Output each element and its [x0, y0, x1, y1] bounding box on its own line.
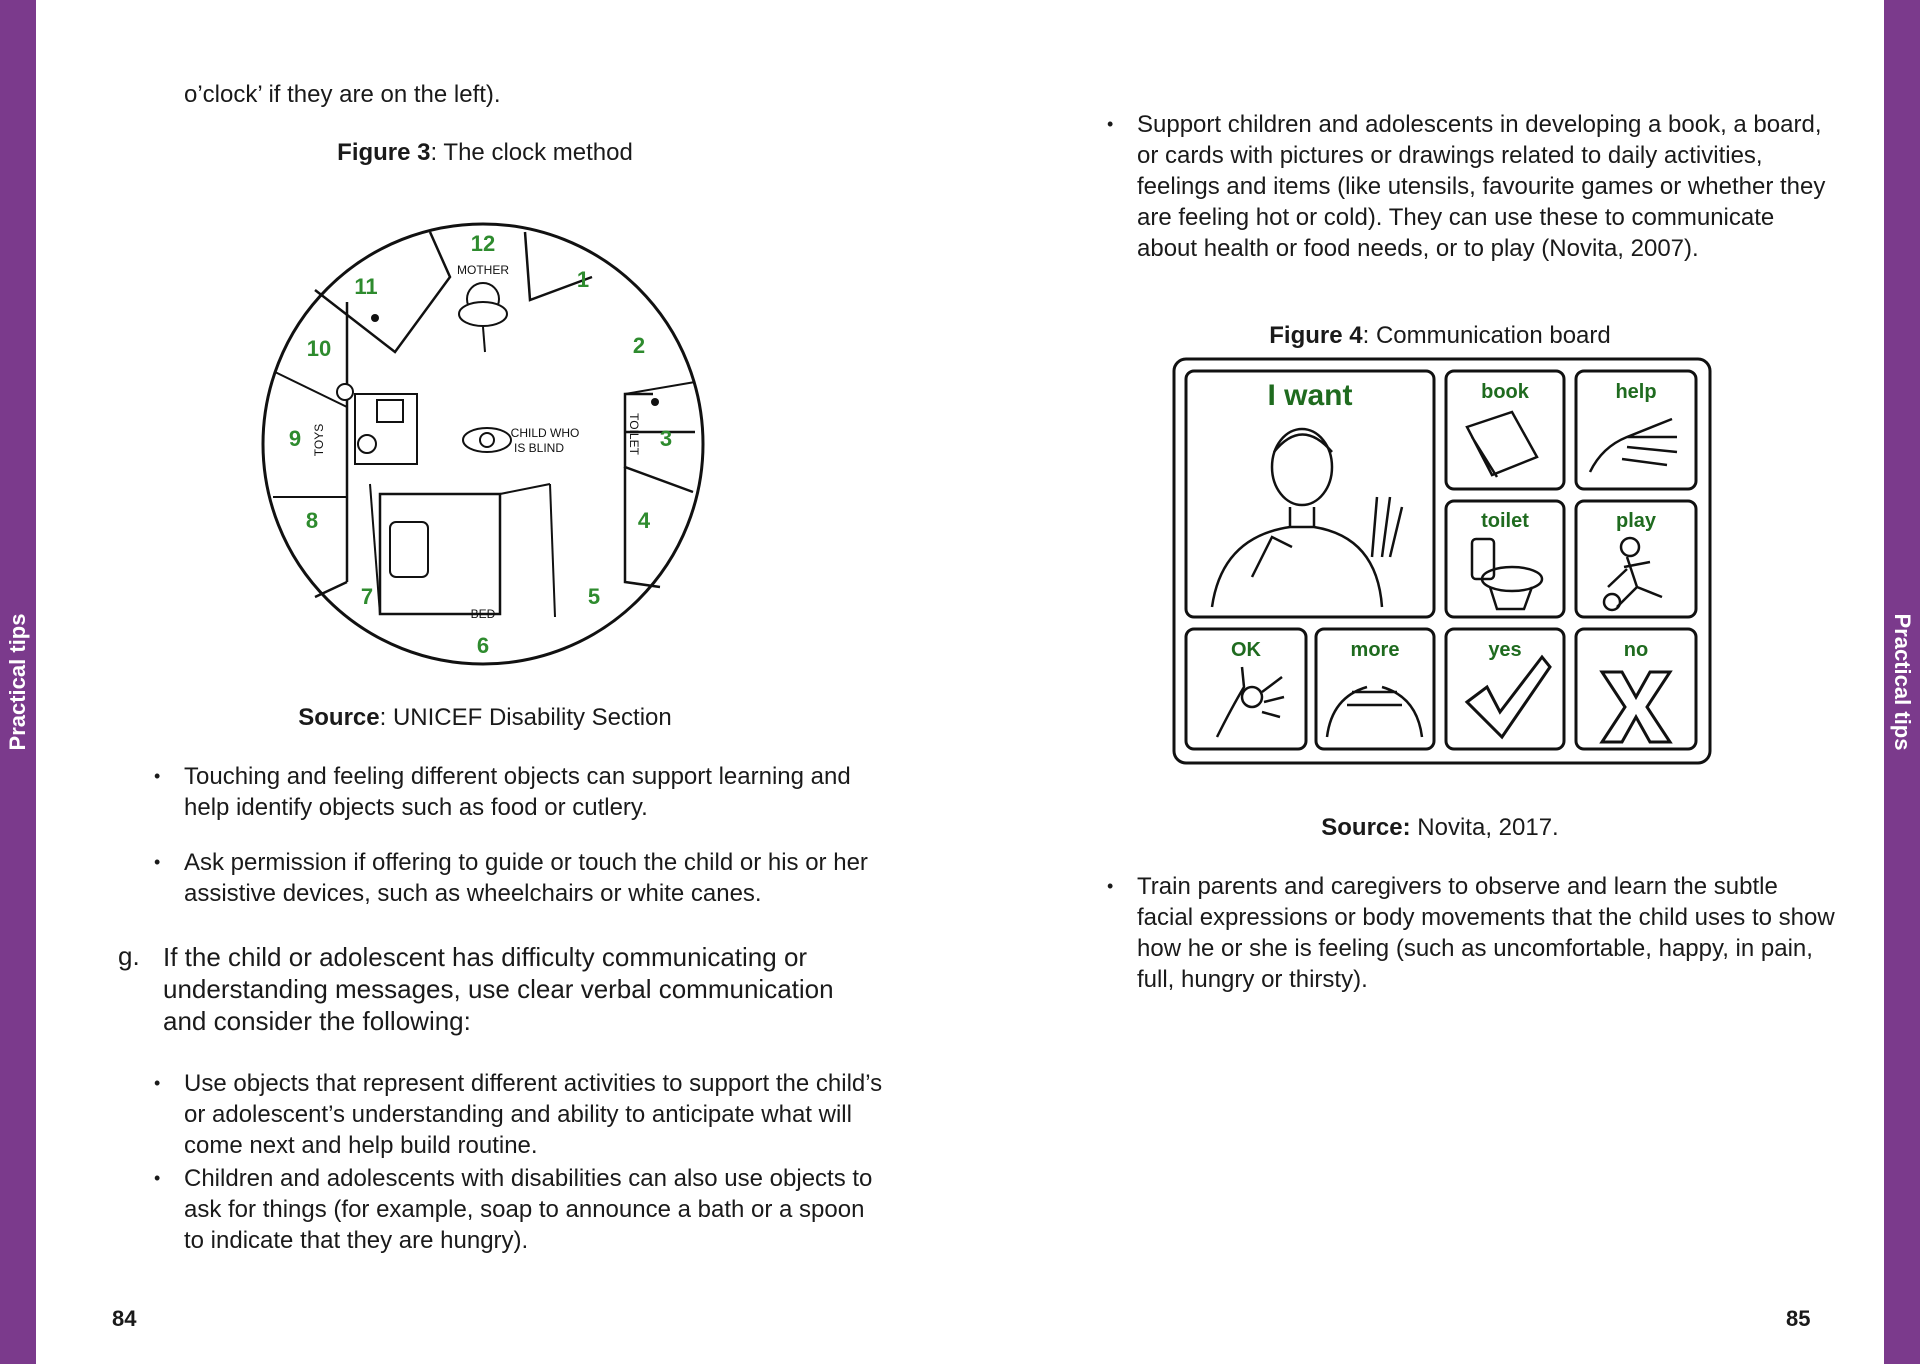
figure3-source	[250, 704, 720, 732]
list-letter-g: g.	[118, 941, 140, 971]
bullet-dot: •	[154, 1168, 161, 1188]
mother-figure	[459, 302, 507, 326]
clock-method-figure	[255, 222, 715, 672]
figure4-source	[1140, 814, 1740, 842]
label-bed: BED	[470, 607, 496, 621]
clock-number-12: 12	[470, 231, 496, 256]
side-tab-label: Practical tips	[1890, 613, 1915, 751]
toy-ball	[358, 435, 376, 453]
figure4-title: : Communication board	[1362, 322, 1611, 349]
figure4-caption	[1140, 322, 1740, 350]
clock-number-5: 5	[587, 584, 601, 609]
bullet-dot: •	[1107, 114, 1114, 134]
toy-figure	[337, 384, 353, 400]
cell-label-i-want: I want	[1267, 379, 1353, 412]
list-item-g-text: If the child or adolescent has difficulty communicating or understanding messages, use clear verbal communication and consider the following:	[163, 942, 834, 1036]
clock-number-2: 2	[632, 333, 646, 358]
cell-label-play: play	[1615, 510, 1657, 532]
figure4-label: Figure 4	[1269, 322, 1363, 349]
side-tab-left	[0, 0, 36, 1364]
cell-label-book: book	[1481, 381, 1529, 403]
clock-number-11: 11	[354, 274, 378, 299]
cell-label-ok: OK	[1231, 639, 1261, 661]
label-mother: MOTHER	[457, 263, 509, 277]
clock-number-6: 6	[476, 633, 490, 658]
source-text: : UNICEF Disability Section	[379, 704, 672, 731]
label-child-line1: CHILD WHO	[510, 426, 580, 440]
clock-number-7: 7	[360, 584, 374, 609]
source-text: Novita, 2017.	[1410, 814, 1559, 841]
bullet-text: Train parents and caregivers to observe and learn the subtle facial expressions or body movements that the child uses to show how he or she is feeling (such as uncomfortable, happy, in pain, full, hungry or thirsty).	[1137, 873, 1835, 993]
clock-number-1: 1	[576, 267, 590, 292]
clock-number-10: 10	[306, 336, 332, 361]
side-tab-label: Practical tips	[5, 613, 30, 751]
clock-number-3: 3	[659, 426, 673, 451]
figure3-label: Figure 3	[337, 139, 431, 166]
bullet-item	[154, 1068, 884, 1161]
label-toilet: TOILET	[627, 413, 641, 455]
bullet-dot: •	[154, 852, 161, 872]
page-number-right: 85	[1786, 1306, 1811, 1331]
label-child-line2: IS BLIND	[513, 441, 565, 455]
cell-label-toilet: toilet	[1481, 510, 1529, 532]
bullet-text: Touching and feeling different objects can support learning and help identify objects such as food or cutlery.	[184, 763, 851, 821]
bullet-dot: •	[1107, 876, 1114, 896]
cell-label-more: more	[1350, 639, 1400, 661]
bullet-text: Children and adolescents with disabilities can also use objects to ask for things (for example, soap to announce a bath or a spoon to indicate that they are hungry).	[184, 1165, 873, 1254]
bullet-item	[1107, 109, 1837, 264]
cell-label-yes: yes	[1488, 639, 1522, 661]
label-toys: TOYS	[312, 423, 326, 457]
bullet-text: Use objects that represent different activities to support the child’s or adolescent’s understanding and ability to anticipate what will come next and help build routine.	[184, 1070, 883, 1159]
bullet-text: Ask permission if offering to guide or touch the child or his or her assistive devices, such as wheelchairs or white canes.	[184, 849, 868, 907]
clock-number-8: 8	[305, 508, 319, 533]
source-label: Source:	[1321, 814, 1411, 841]
bullet-item	[1107, 871, 1837, 995]
cell-label-help: help	[1615, 381, 1657, 403]
clock-number-4: 4	[637, 508, 651, 533]
bullet-item	[154, 761, 874, 823]
source-label: Source	[298, 704, 380, 731]
bed-pillow	[390, 522, 428, 577]
communication-board	[1172, 357, 1712, 767]
page-number-left: 84	[112, 1306, 137, 1331]
cell-label-no: no	[1623, 639, 1649, 661]
bullet-dot: •	[154, 766, 161, 786]
figure3-title: : The clock method	[430, 139, 633, 166]
bullet-text: Support children and adolescents in developing a book, a board, or cards with pictures or drawings related to daily activities, feelings and items (like utensils, favourite games or whether they are feeling hot or cold). They can use these to communicate about health or food needs, or to play (Novita, 2007).	[1137, 111, 1826, 262]
clock-number-9: 9	[288, 426, 302, 451]
figure3-caption	[250, 139, 720, 167]
side-tab-right	[1884, 0, 1920, 1364]
bullet-item	[154, 1163, 884, 1256]
bullet-item	[154, 847, 874, 909]
bullet-dot: •	[154, 1073, 161, 1093]
object-dot	[651, 398, 659, 406]
object-dot	[371, 314, 379, 322]
child-figure	[480, 433, 494, 447]
toy-box	[377, 400, 403, 422]
continued-text: o’clock’ if they are on the left).	[184, 81, 501, 108]
